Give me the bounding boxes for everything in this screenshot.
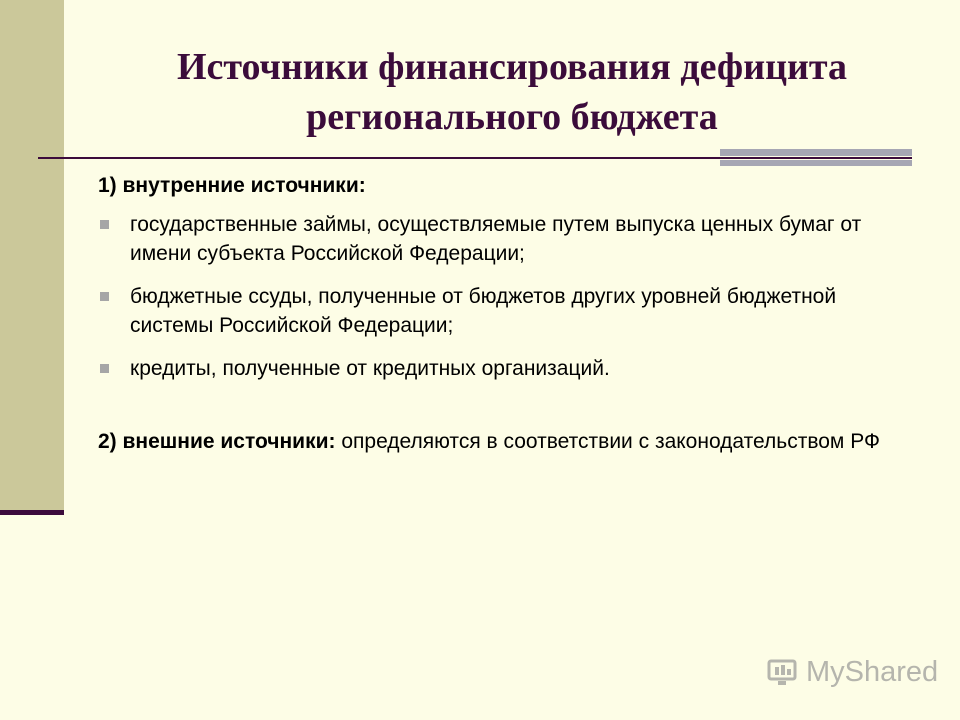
- bullet-text: государственные займы, осуществляемые путем выпуска ценных бумаг от имени субъекта Российской Федерации;: [130, 213, 862, 265]
- section-heading-external: [98, 427, 918, 456]
- title-divider-accent-bottom: [720, 160, 912, 166]
- section-heading-external-text: определяются в соответствии с законодательством РФ: [335, 430, 880, 453]
- square-bullet-icon: [100, 220, 109, 229]
- slide-body: [98, 172, 918, 456]
- square-bullet-icon: [100, 292, 109, 301]
- watermark-text: MyShared: [806, 655, 939, 688]
- bullet-item: [98, 354, 918, 383]
- watermark: [766, 654, 938, 690]
- section-heading-external-label: 2) внешние источники:: [98, 430, 336, 453]
- myshared-logo-icon: [766, 656, 802, 688]
- square-bullet-icon: [100, 364, 109, 373]
- bullet-item: [98, 210, 918, 268]
- title-divider: [38, 157, 912, 159]
- bullet-item: [98, 282, 918, 340]
- bullet-text: кредиты, полученные от кредитных организаций.: [130, 357, 610, 380]
- left-band-underline: [0, 510, 64, 515]
- left-decorative-band: [0, 0, 64, 510]
- title-divider-accent-top: [720, 149, 912, 156]
- slide-title: Источники финансирования дефицита регионального бюджета: [176, 46, 848, 138]
- section-heading-internal: 1) внутренние источники:: [98, 174, 366, 197]
- bullet-text: бюджетные ссуды, полученные от бюджетов других уровней бюджетной системы Российской Федерации;: [130, 285, 837, 337]
